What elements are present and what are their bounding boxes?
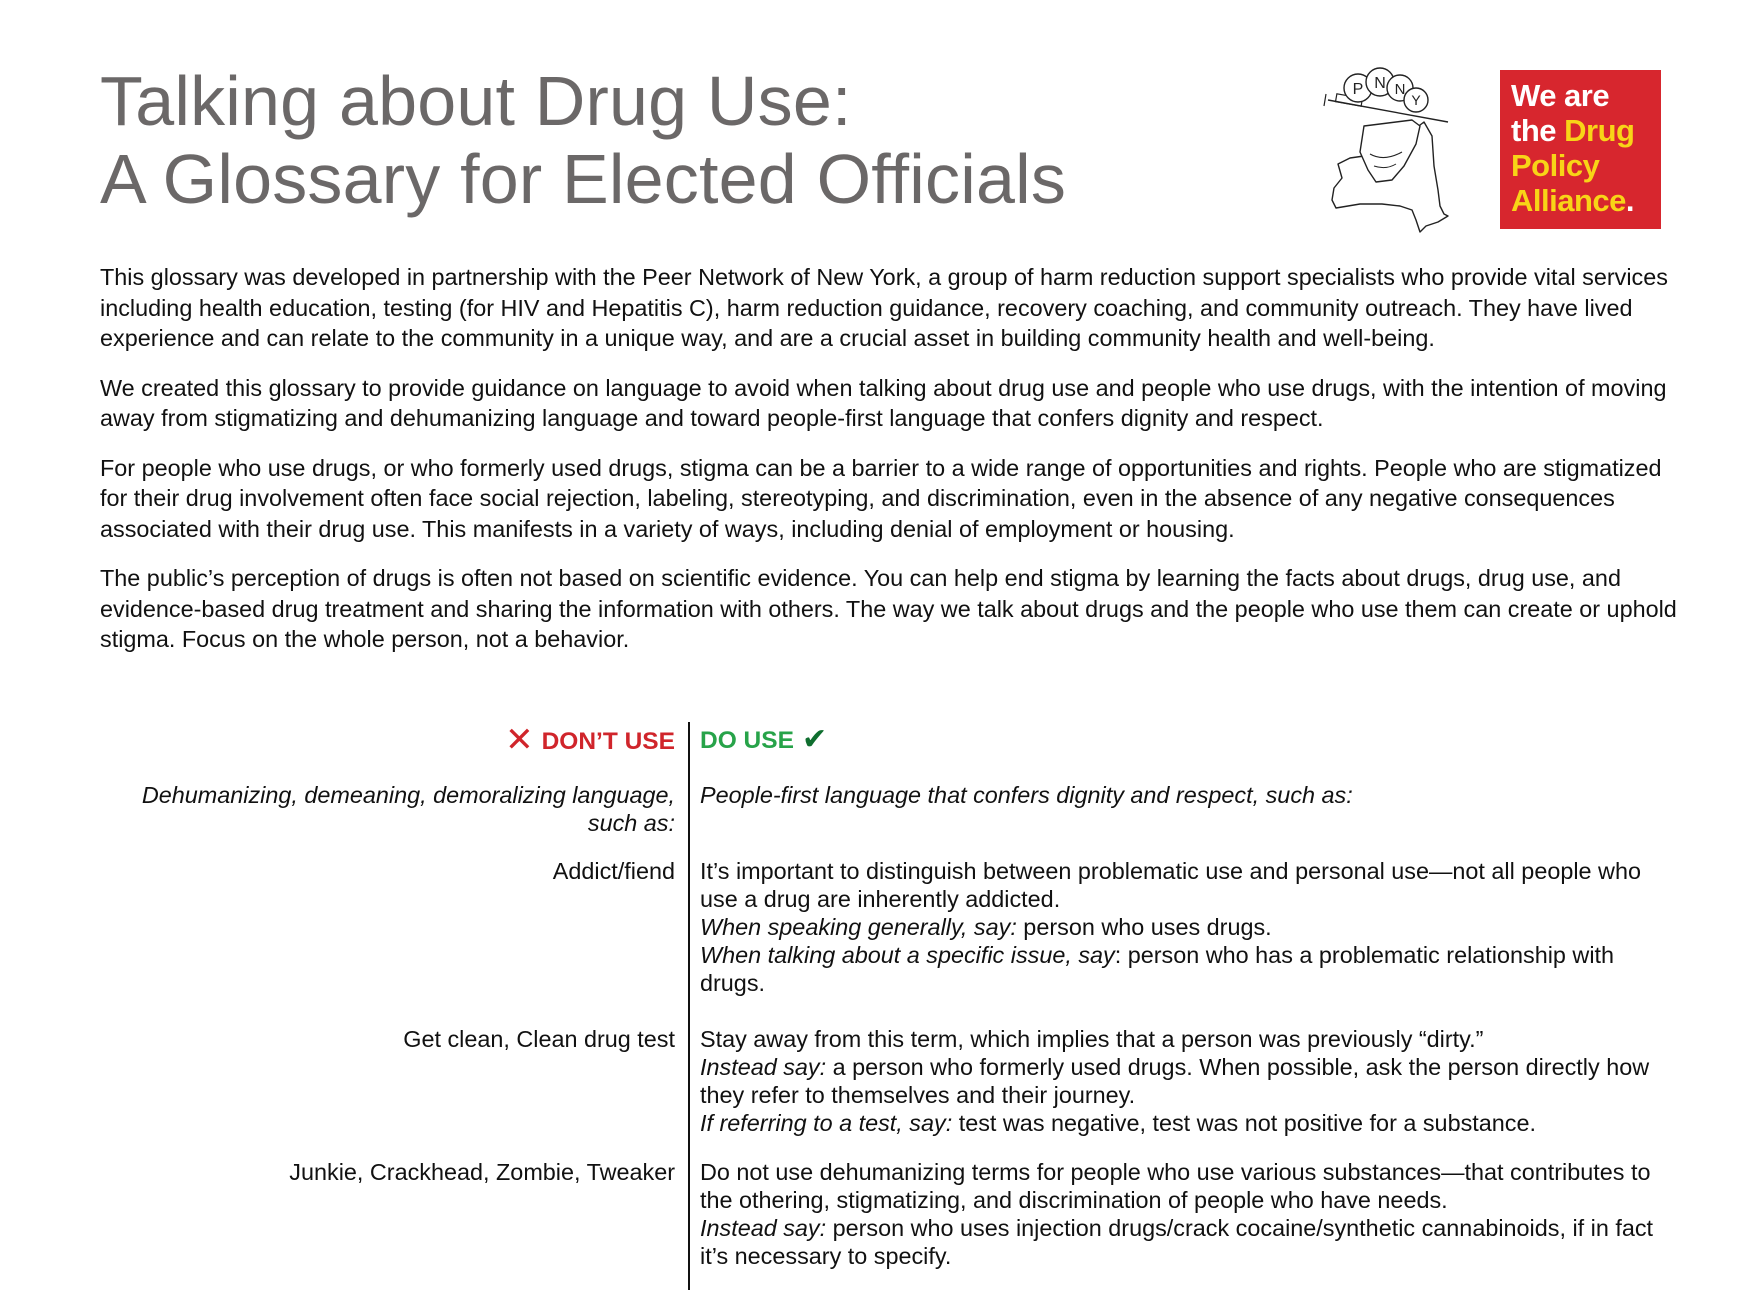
intro-paragraph: The public’s perception of drugs is often not based on scientific evidence. You can help end stigma by learning the facts about drugs, drug use, and evidence-based drug treatment and sharing the information with others. The way we talk about drugs and the people who use them can create or uphold stigma. Focus on the whole person, not a behavior. — [100, 565, 1677, 652]
page-title — [100, 62, 1066, 218]
dpa-text: Alliance — [1511, 183, 1626, 218]
dpa-text: Policy — [1511, 148, 1600, 183]
do-guidance — [700, 1158, 1660, 1270]
guidance-line: Stay away from this term, which implies that a person was previously “dirty.” — [700, 1026, 1484, 1052]
guidance-label: If referring to a test, say: — [700, 1110, 953, 1136]
guidance-text: : person who has a problematic relationship with drugs. — [700, 942, 1615, 996]
drug-policy-alliance-logo — [1500, 70, 1661, 229]
dont-term: Get clean, Clean drug test — [403, 1026, 675, 1052]
fist-syringe-new-york-icon — [1320, 66, 1456, 236]
title-line-1: Talking about Drug Use: — [100, 62, 852, 140]
guidance-text: test was negative, test was not positive for a substance. — [952, 1110, 1536, 1136]
dpa-text: . — [1625, 183, 1635, 218]
guidance-line — [700, 941, 1660, 997]
guidance-text: person who uses drugs. — [1016, 914, 1272, 940]
intro-paragraph: This glossary was developed in partnership with the Peer Network of New York, a group of harm reduction support specialists who provide vital services including health education, testing (for HIV and Hepatitis C), harm reduction guidance, recovery coaching, and community outreach. They have lived experience and can relate to the community in a unique way, and are a crucial asset in building community health and well-being. — [100, 264, 1668, 351]
guidance-text: a person who formerly used drugs. When possible, ask the person directly how they refer to themselves and their journey. — [700, 1054, 1650, 1108]
dont-term: Addict/fiend — [552, 858, 675, 884]
pnny-letter: Y — [1411, 92, 1421, 108]
guidance-label: Instead say: — [700, 1054, 827, 1080]
guidance-line: It’s important to distinguish between problematic use and personal use—not all people who use a drug are inherently addicted. — [700, 858, 1641, 912]
x-mark-icon: ✕ — [505, 721, 534, 759]
do-use-label: DO USE — [700, 727, 794, 754]
dont-use-header — [300, 720, 675, 762]
dont-use-label: DON’T USE — [541, 728, 675, 755]
pnny-letter: N — [1374, 75, 1386, 92]
guidance-text: person who uses injection drugs/crack cocaine/synthetic cannabinoids, if in fact it’s necessary to specify. — [700, 1215, 1654, 1269]
dont-intro: Dehumanizing, demeaning, demoralizing language, such as: — [141, 782, 675, 836]
do-guidance — [700, 857, 1660, 997]
checkmark-icon: ✔ — [801, 723, 828, 756]
do-guidance — [700, 1025, 1660, 1137]
dont-term: Junkie, Crackhead, Zombie, Tweaker — [289, 1159, 675, 1185]
guidance-line — [700, 913, 1660, 941]
guidance-line — [700, 1053, 1660, 1109]
column-divider — [688, 722, 690, 1290]
guidance-line — [700, 1109, 1660, 1137]
guidance-label: When talking about a specific issue, say — [700, 942, 1115, 968]
guidance-label: Instead say: — [700, 1215, 827, 1241]
do-intro: People-first language that confers dignity and respect, such as: — [700, 782, 1353, 808]
intro-paragraph: We created this glossary to provide guidance on language to avoid when talking about drug use and people who use drugs, with the intention of moving away from stigmatizing and dehumanizing language and toward people-first language that confers dignity and respect. — [100, 374, 1667, 431]
dpa-text: Drug — [1564, 113, 1635, 148]
dpa-text: the — [1511, 113, 1565, 148]
guidance-label: When speaking generally, say: — [700, 914, 1017, 940]
guidance-line: Do not use dehumanizing terms for people who use various substances—that contributes to the othering, stigmatizing, and discrimination of people who have needs. — [700, 1159, 1651, 1213]
dpa-text: We are — [1511, 78, 1610, 113]
guidance-line — [700, 1214, 1660, 1270]
intro-section — [100, 262, 1680, 674]
pnny-letter: N — [1394, 81, 1406, 98]
title-line-2: A Glossary for Elected Officials — [100, 140, 1067, 218]
intro-paragraph: For people who use drugs, or who formerly used drugs, stigma can be a barrier to a wide range of opportunities and rights. People who are stigmatized for their drug involvement often face social rejection, labeling, stereotyping, and discrimination, even in the absence of any negative consequences associated with their drug use. This manifests in a variety of ways, including denial of employment or housing. — [100, 454, 1662, 542]
pnny-letter: P — [1352, 81, 1364, 98]
do-use-header — [700, 720, 1100, 761]
